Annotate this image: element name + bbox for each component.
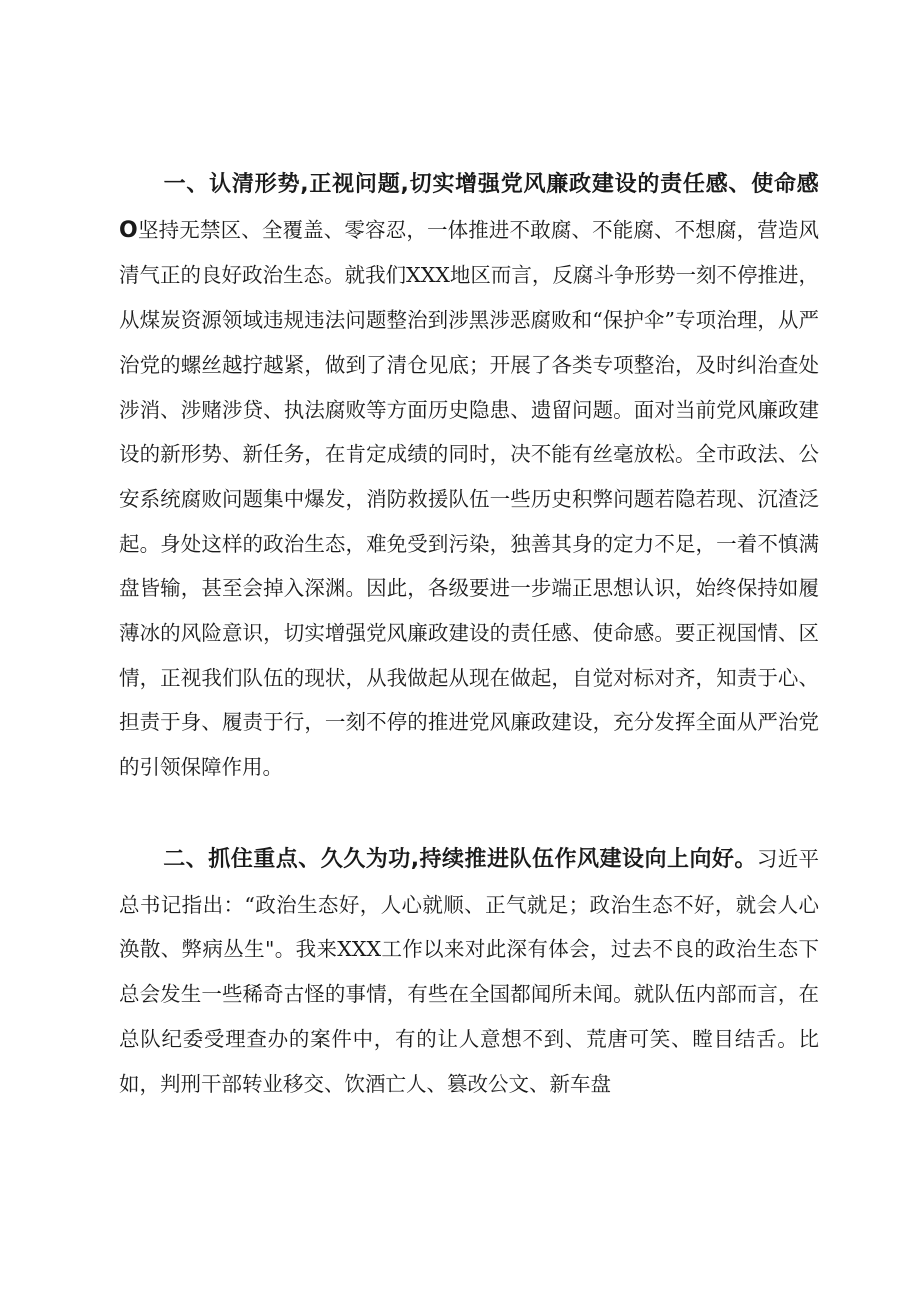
paragraph-2-heading: 二、抓住重点、久久为功,持续推进队伍作风建设向上向好。	[163, 847, 757, 872]
paragraph-1-heading: 一、认清形势,正视问题,切实增强党风廉政建设的责任感、使命感O	[119, 172, 819, 243]
paragraph-2-body: 习近平总书记指出：“政治生态好，人心就顺、正气就足；政治生态不好，就会人心涣散、弊病丛生"。我来XXX工作以来对此深有体会，过去不良的政治生态下总会发生一些稀奇古怪的事情，有些在全国都闻所未闻。就队伍内部而言，在总队纪委受理查办的案件中，有的让人意想不到、荒唐可笑、瞠目结舌。比如，判刑干部转业移交、饮酒亡人、篡改公文、新车盘	[119, 847, 820, 1096]
paragraph-1-body: 坚持无禁区、全覆盖、零容忍，一体推进不敢腐、不能腐、不想腐，营造风清气正的良好政治生态。就我们XXX地区而言，反腐斗争形势一刻不停推进，从煤炭资源领域违规违法问题整治到涉黑涉恶腐败和“保护伞”专项治理，从严治党的螺丝越拧越紧，做到了清仓见底；开展了各类专项整治，及时纠治查处涉消、涉赌涉贷、执法腐败等方面历史隐患、遗留问题。面对当前党风廉政建设的新形势、新任务，在肯定成绩的同时，决不能有丝毫放松。全市政法、公安系统腐败问题集中爆发，消防救援队伍一些历史积弊问题若隐若现、沉渣泛起。身处这样的政治生态，难免受到污染，独善其身的定力不足，一着不慎满盘皆输，甚至会掉入深渊。因此，各级要进一步端正思想认识，始终保持如履薄冰的风险意识，切实增强党风廉政建设的责任感、使命感。要正视国情、区情，正视我们队伍的现状，从我做起从现在做起，自觉对标对齐，知责于心、担责于身、履责于行，一刻不停的推进党风廉政建设，充分发挥全面从严治党的引领保障作用。	[119, 217, 819, 780]
paragraph-1	[119, 162, 819, 790]
paragraph-2	[119, 837, 819, 1106]
